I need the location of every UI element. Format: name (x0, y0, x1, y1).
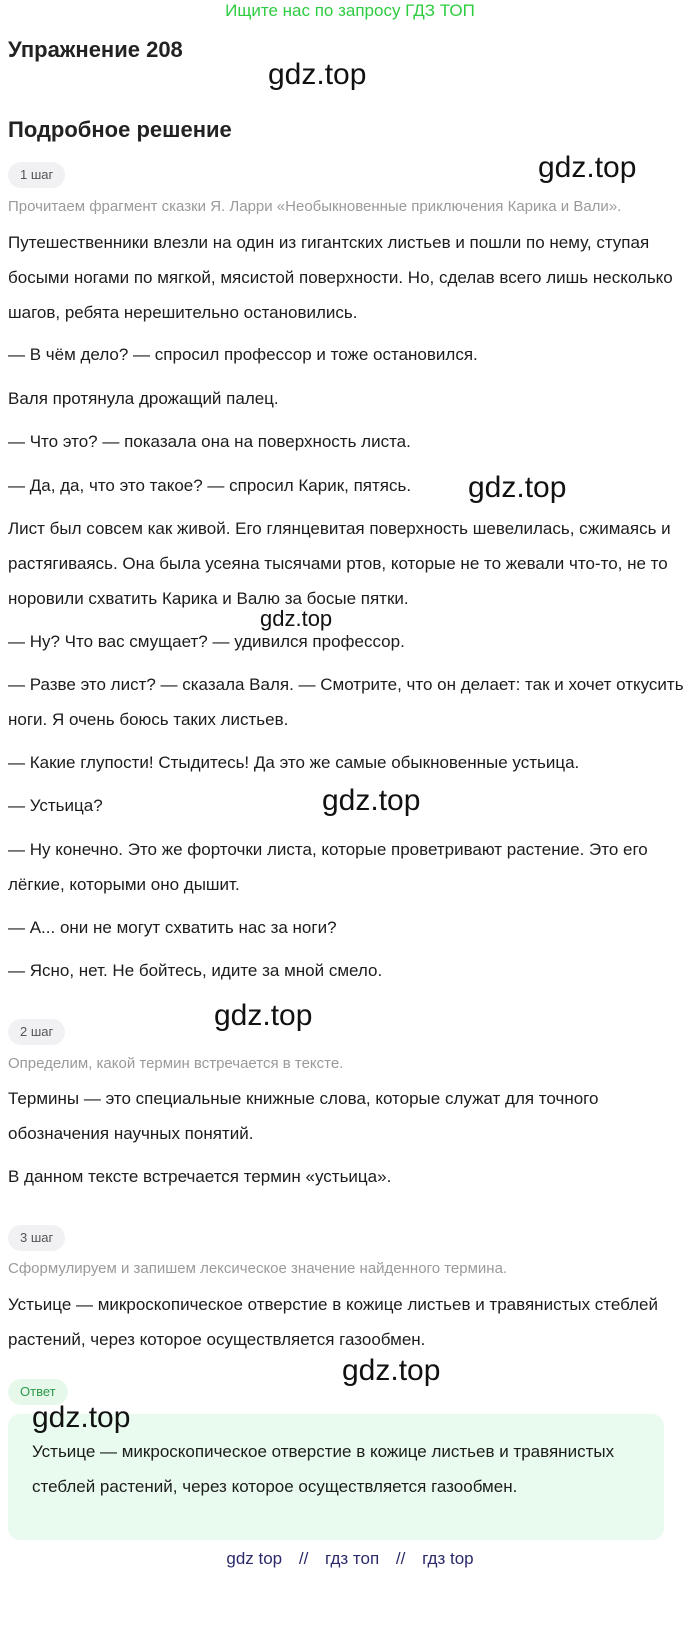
watermark: gdz.top (32, 1401, 131, 1434)
step-3-badge: 3 шаг (8, 1225, 65, 1251)
answer-badge: Ответ (8, 1379, 68, 1405)
step-1-hint: Прочитаем фрагмент сказки Я. Ларри «Необыкновенные приключения Карика и Вали». (8, 198, 622, 215)
step-2-paragraph: Термины — это специальные книжные слова, которые служат для точного обозначения научных понятий. (8, 1089, 599, 1143)
step-3-paragraph: Устьице — микроскопическое отверстие в кожице листьев и травянистых стеблей растений, через которое осуществляется газообмен. (8, 1295, 658, 1349)
step-2-hint: Определим, какой термин встречается в тексте. (8, 1055, 344, 1072)
step-1-paragraph: — В чём дело? — спросил профессор и тоже остановился. (8, 345, 478, 364)
step-1-paragraph: Лист был совсем как живой. Его глянцевитая поверхность шевелилась, сжимаясь и растягиваясь. Она была усеяна тысячами ртов, которые не то жевали что-то, не то норовили схватить Карика и Валю за босые пятки. (8, 519, 671, 608)
step-1-paragraph: Путешественники влезли на один из гигантских листьев и пошли по нему, ступая босыми ногами по мягкой, мясистой поверхности. Но, сделав всего лишь несколько шагов, ребята нерешительно остановились. (8, 233, 673, 322)
watermark: gdz.top (260, 606, 333, 631)
watermark: gdz.top (322, 784, 421, 817)
footer-link[interactable]: гдз top (422, 1549, 474, 1568)
step-1-paragraph: — А... они не могут схватить нас за ноги? (8, 918, 337, 937)
step-2-paragraph: В данном тексте встречается термин «устьица». (8, 1167, 392, 1186)
step-1-paragraph: — Ну? Что вас смущает? — удивился профессор. (8, 632, 405, 651)
exercise-title: Упражнение 208 (8, 37, 183, 62)
footer-separator: // (298, 1549, 309, 1568)
footer-separator: // (395, 1549, 406, 1568)
step-1-badge: 1 шаг (8, 162, 65, 188)
answer-text: Устьице — микроскопическое отверстие в кожице листьев и травянистых стеблей растений, через которое осуществляется газообмен. (32, 1442, 615, 1496)
watermark: gdz.top (538, 151, 637, 184)
step-1-paragraph: — Какие глупости! Стыдитесь! Да это же самые обыкновенные устьица. (8, 753, 580, 772)
watermark: gdz.top (214, 999, 313, 1032)
watermark: gdz.top (342, 1354, 441, 1387)
step-1-paragraph: Валя протянула дрожащий палец. (8, 389, 279, 408)
step-1-paragraph: — Ну конечно. Это же форточки листа, которые проветривают растение. Это его лёгкие, которыми оно дышит. (8, 840, 648, 894)
footer-links (0, 1546, 700, 1572)
step-1-paragraph: — Что это? — показала она на поверхность листа. (8, 432, 411, 451)
step-1-paragraph: — Устьица? (8, 796, 103, 815)
top-banner: Ищите нас по запросу ГДЗ ТОП (225, 1, 475, 20)
step-1-paragraph: — Ясно, нет. Не бойтесь, идите за мной смело. (8, 961, 383, 980)
step-2-badge: 2 шаг (8, 1019, 65, 1045)
footer-link[interactable]: gdz top (226, 1549, 283, 1568)
watermark: gdz.top (268, 58, 367, 91)
solution-heading: Подробное решение (8, 117, 232, 142)
step-1-paragraph: — Да, да, что это такое? — спросил Карик, пятясь. (8, 476, 412, 495)
step-1-paragraph: — Разве это лист? — сказала Валя. — Смотрите, что он делает: так и хочет откусить ноги. Я очень боюсь таких листьев. (8, 675, 684, 729)
watermark: gdz.top (468, 471, 567, 504)
step-3-hint: Сформулируем и запишем лексическое значение найденного термина. (8, 1260, 508, 1277)
footer-link[interactable]: гдз топ (325, 1549, 380, 1568)
